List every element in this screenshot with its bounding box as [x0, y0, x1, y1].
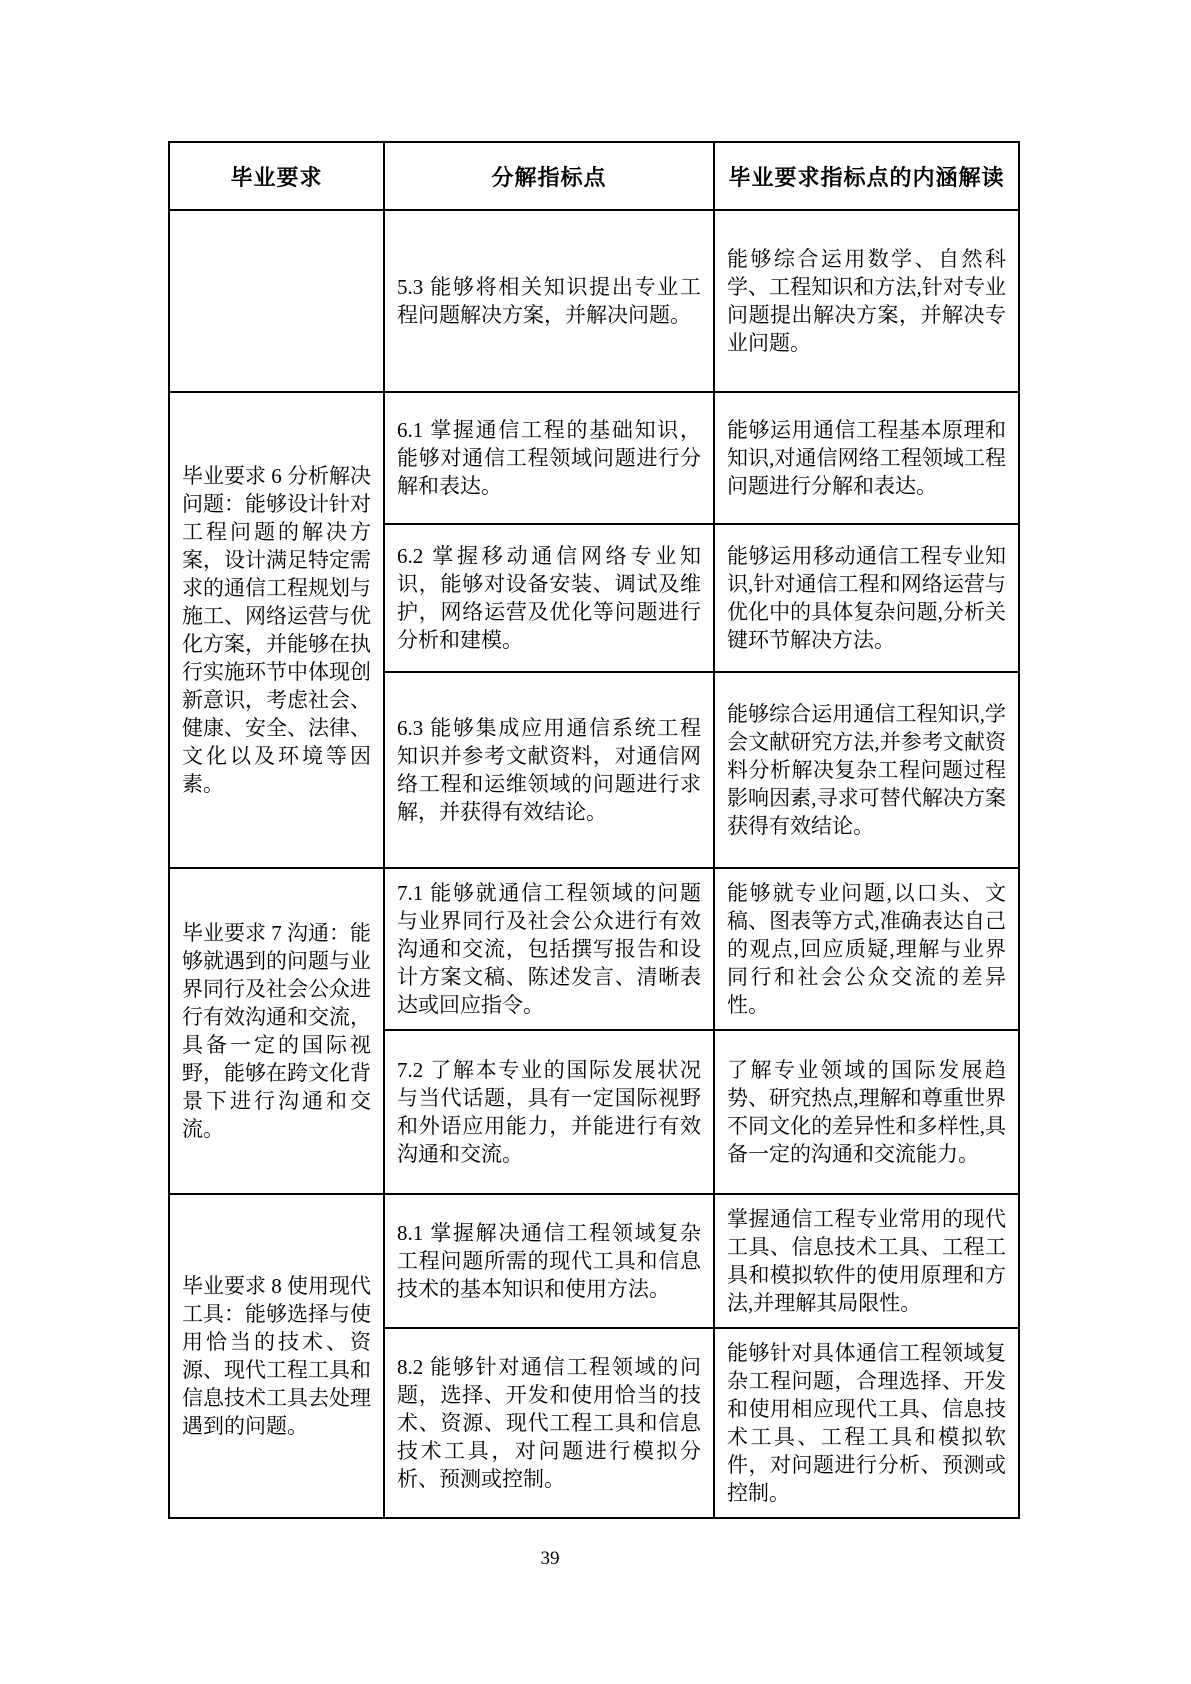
requirement-cell-5 — [169, 210, 384, 392]
interpretation-cell-7-1: 能够就专业问题,以口头、文稿、图表等方式,准确表达自己的观点,回应质疑,理解与业界同行和社会公众交流的差异性。 — [714, 868, 1019, 1030]
interpretation-cell-5-3: 能够综合运用数学、自然科学、工程知识和方法,针对专业问题提出解决方案，并解决专业问题。 — [714, 210, 1019, 392]
interpretation-cell-7-2: 了解专业领域的国际发展趋势、研究热点,理解和尊重世界不同文化的差异性和多样性,具备一定的沟通和交流能力。 — [714, 1030, 1019, 1194]
header-cell-indicator: 分解指标点 — [384, 142, 714, 210]
header-row — [169, 142, 1019, 210]
indicator-cell-8-1: 8.1 掌握解决通信工程领域复杂工程问题所需的现代工具和信息技术的基本知识和使用方法。 — [384, 1194, 714, 1328]
table-row-6-1 — [169, 392, 1019, 524]
interpretation-cell-6-3: 能够综合运用通信工程知识,学会文献研究方法,并参考文献资料分析解决复杂工程问题过程影响因素,寻求可替代解决方案获得有效结论。 — [714, 672, 1019, 868]
indicator-cell-6-1: 6.1 掌握通信工程的基础知识，能够对通信工程领域问题进行分解和表达。 — [384, 392, 714, 524]
header-cell-interpretation: 毕业要求指标点的内涵解读 — [714, 142, 1019, 210]
requirement-cell-8: 毕业要求 8 使用现代工具：能够选择与使用恰当的技术、资源、现代工程工具和信息技术工具去处理遇到的问题。 — [169, 1194, 384, 1518]
indicator-cell-5-3: 5.3 能够将相关知识提出专业工程问题解决方案，并解决问题。 — [384, 210, 714, 392]
interpretation-cell-8-2: 能够针对具体通信工程领域复杂工程问题，合理选择、开发和使用相应现代工具、信息技术工具、工程工具和模拟软件，对问题进行分析、预测或控制。 — [714, 1328, 1019, 1518]
indicator-cell-7-1: 7.1 能够就通信工程领域的问题与业界同行及社会公众进行有效沟通和交流，包括撰写报告和设计方案文稿、陈述发言、清晰表达或回应指令。 — [384, 868, 714, 1030]
graduation-requirements-table — [168, 141, 1020, 1519]
page-number: 39 — [540, 1548, 560, 1569]
indicator-cell-6-3: 6.3 能够集成应用通信系统工程知识并参考文献资料，对通信网络工程和运维领域的问题进行求解，并获得有效结论。 — [384, 672, 714, 868]
header-cell-requirement: 毕业要求 — [169, 142, 384, 210]
requirement-cell-7: 毕业要求 7 沟通：能够就遇到的问题与业界同行及社会公众进行有效沟通和交流，具备一定的国际视野，能够在跨文化背景下进行沟通和交流。 — [169, 868, 384, 1194]
indicator-cell-7-2: 7.2 了解本专业的国际发展状况与当代话题，具有一定国际视野和外语应用能力，并能进行有效沟通和交流。 — [384, 1030, 714, 1194]
requirement-cell-6: 毕业要求 6 分析解决问题：能够设计针对工程问题的解决方案，设计满足特定需求的通信工程规划与施工、网络运营与优化方案，并能够在执行实施环节中体现创新意识，考虑社会、健康、安全、法律、文化以及环境等因素。 — [169, 392, 384, 868]
interpretation-cell-8-1: 掌握通信工程专业常用的现代工具、信息技术工具、工程工具和模拟软件的使用原理和方法,并理解其局限性。 — [714, 1194, 1019, 1328]
table-row-5-3 — [169, 210, 1019, 392]
table-row-7-1 — [169, 868, 1019, 1030]
indicator-cell-6-2: 6.2 掌握移动通信网络专业知识，能够对设备安装、调试及维护，网络运营及优化等问题进行分析和建模。 — [384, 524, 714, 672]
interpretation-cell-6-1: 能够运用通信工程基本原理和知识,对通信网络工程领域工程问题进行分解和表达。 — [714, 392, 1019, 524]
indicator-cell-8-2: 8.2 能够针对通信工程领域的问题，选择、开发和使用恰当的技术、资源、现代工程工具和信息技术工具，对问题进行模拟分析、预测或控制。 — [384, 1328, 714, 1518]
table-row-8-1 — [169, 1194, 1019, 1328]
interpretation-cell-6-2: 能够运用移动通信工程专业知识,针对通信工程和网络运营与优化中的具体复杂问题,分析关键环节解决方法。 — [714, 524, 1019, 672]
